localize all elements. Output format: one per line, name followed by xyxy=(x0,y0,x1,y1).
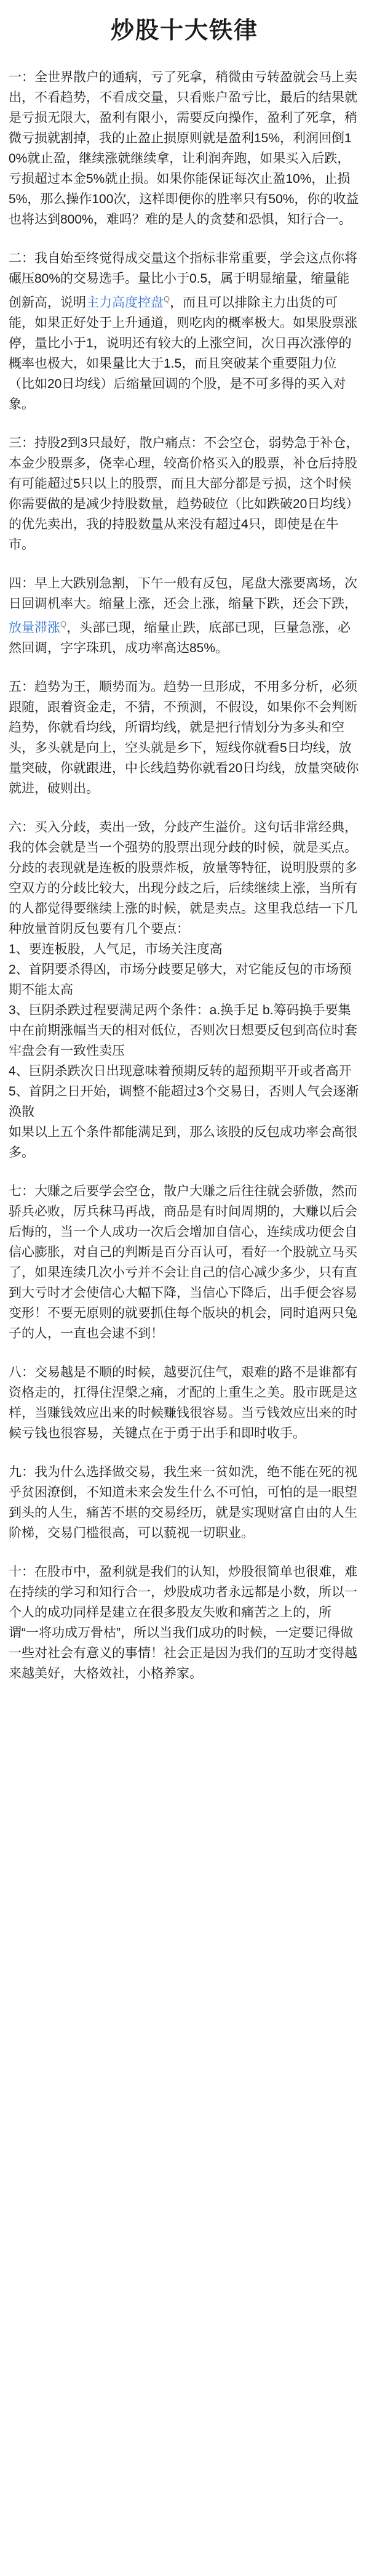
paragraph-gap xyxy=(9,555,360,573)
paragraph-gap xyxy=(9,414,360,433)
rule-1-paragraph: 一：全世界散户的通病，亏了死拿，稍微由亏转盈就会马上卖出，不看趋势，不看成交量，只看账户盈亏比，最后的结果就是亏损无限大，盈利有限小，需要反向操作，盈利了死拿，稍微亏损就割掉，我的止盈止损原则就是盈利15%，利润回倒10%就止盈，继续涨就继续拿，让利润奔跑，如果买入后跌，亏损超过本金5%就止损。如果你能保证每次止盈10%，止损5%，那么操作100次，这样即便你的胜率只有50%，你的收益也将达到800%，难吗？难的是人的贪婪和恐惧，知行合一。 xyxy=(9,70,359,227)
paragraph-gap xyxy=(9,1344,360,1362)
paragraph-gap xyxy=(9,799,360,817)
rule-4-text-after-link: ，头部已现，缩量止跌，底部已现，巨量急涨，必然回调，字字珠玑，成功率高达85%。 xyxy=(9,621,351,655)
paragraph-gap xyxy=(9,658,360,677)
rule-5-paragraph: 五：趋势为王，顺势而为。趋势一旦形成，不用多分析，必须跟随，跟着资金走，不猜，不预测，不假设，如果你不会判断趋势，你就看均线，所谓均线，就是把行情划分为多头和空头，多头就是向上，空头就是乡下，短线你就看5日均线，放量突破，你就跟进，中长线趋势你就看20日均线，放量突破你就进，破则出。 xyxy=(9,680,359,796)
rule-3-paragraph: 三：持股2到3只最好，散户痛点：不会空仓，弱势急于补仓，本金少股票多，侥幸心理，较高价格买入的股票，补仓后持股有可能超过5只以上的股票，而且大部分都是亏损，这个时候你需要做的是减少持股数量，趋势破位（比如跌破20日均线）的优先卖出，我的持股数量从来没有超过4只，即使是在牛市。 xyxy=(9,436,359,552)
rule-7-paragraph: 七：大赚之后要学会空仓，散户大赚之后往往就会骄傲，然而骄兵必败，厉兵秣马再战，商品是有时间周期的，大赚以后会后悔的，当一个人成功一次后会增加自信心，连续成功便会自信心膨胀，对自己的判断是百分百认可，看好一个股就立马买了，如果连续几次小亏并不会让自己的信心减少多少，只有直到大亏时才会使信心大幅下降，当信心下降后，出手便会容易变形！不要无原则的就要抓住每个版块的机会，同时追两只兔子的人，一直也会逮不到！ xyxy=(9,1184,357,1341)
rule-2-text-before-link: 二：我自始至终觉得成交量这个指标非常重要，学会这点你将碾压80%的交易选手。量比小于0.5，属于明显缩量，缩量能创新高，说明 xyxy=(9,251,357,310)
paragraph-gap xyxy=(9,1443,360,1462)
rule-4-paragraph xyxy=(9,573,360,658)
paragraph-gap xyxy=(9,230,360,248)
volume-stagnation-link[interactable]: 放量滞涨 xyxy=(9,621,60,635)
paragraph-gap xyxy=(9,1543,360,1562)
rule-2-text-after-link: ，而且可以排除主力出货的可能，如果正好处于上升通道，则吃肉的概率极大。如果股票涨停，量比小于1，说明还有较大的上涨空间，次日再次涨停的概率也极大，如果量比大于1.5，而且突破某个重要阻力位（比如20日均线）后缩量回调的个股，是不可多得的买入对象。 xyxy=(9,296,357,411)
rule-9-paragraph: 九：我为什么选择做交易，我生来一贫如洗，绝不能在死的视乎贫困潦倒，不知道未来会发生什么不可怕，可怕的是一眼望到头的人生，痛苦不堪的交易经历，就是实现财富自由的人生阶梯，交易门槛很高，可以藐视一切职业。 xyxy=(9,1465,357,1540)
paragraph-gap xyxy=(9,1163,360,1181)
rule-6-paragraph: 六：买入分歧，卖出一致，分歧产生溢价。这句话非常经典，我的体会就是当一个强势的股票出现分歧的时候，就是买点。分歧的表现就是连板的股票炸板，放量等特征，说明股票的多空双方的分歧比较大，出现分歧之后，后续继续上涨，当所有的人都觉得要继续上涨的时候，就是卖点。这里我总结一下几种放量首阴反包要有几个要点： 1、要连板股，人气足，市场关注度高 2、首阴要杀得凶，市场分歧要足够大，对它能反包的市场预期不能太高 3、巨阴杀跌过程要满足两个条件：a.换手足 b.筹码换手要集中在前期涨幅当天的相对低位，否则次日想要反包到高位时套牢盘会有一致性卖压 4、巨阴杀跌次日出现意味着预期反转的超预期平开或者高开 5、首阴之日开始，调整不能超过3个交易日，否则人气会逐渐涣散 如果以上五个条件都能满足到，那么该股的反包成功率会高很多。 xyxy=(9,820,359,1160)
search-icon[interactable]: Q xyxy=(164,294,170,304)
search-icon[interactable]: Q xyxy=(60,620,67,629)
main-force-control-link[interactable]: 主力高度控盘 xyxy=(86,296,164,310)
rule-4-text-before-link: 四：早上大跌别急割，下午一般有反包，尾盘大涨要离场，次日回调机率大。缩量上涨，还会上涨，缩量下跌，还会下跌， xyxy=(9,576,357,611)
rule-10-paragraph: 十：在股市中，盈利就是我们的认知，炒股很简单也很难，难在持续的学习和知行合一，炒股成功者永远都是小数，所以一个人的成功同样是建立在很多股友失败和痛苦之上的，所谓“一将功成万骨枯”，所以当我们成功的时候，一定要记得做一些对社会有意义的事情！社会正是因为我们的互助才变得越来越美好，大格效社，小格养家。 xyxy=(9,1565,357,1681)
article-title: 炒股十大铁律 xyxy=(110,18,258,44)
rule-2-paragraph xyxy=(9,248,360,414)
rule-8-paragraph: 八：交易越是不顺的时候，越要沉住气，艰难的路不是谁都有资格走的，扛得住涅槃之痛，才配的上重生之美。股市既是这样，当赚钱效应出来的时候赚钱很容易。当亏钱效应出来的时候亏钱也很容易，关键点在于勇于出手和即时收手。 xyxy=(9,1365,357,1440)
